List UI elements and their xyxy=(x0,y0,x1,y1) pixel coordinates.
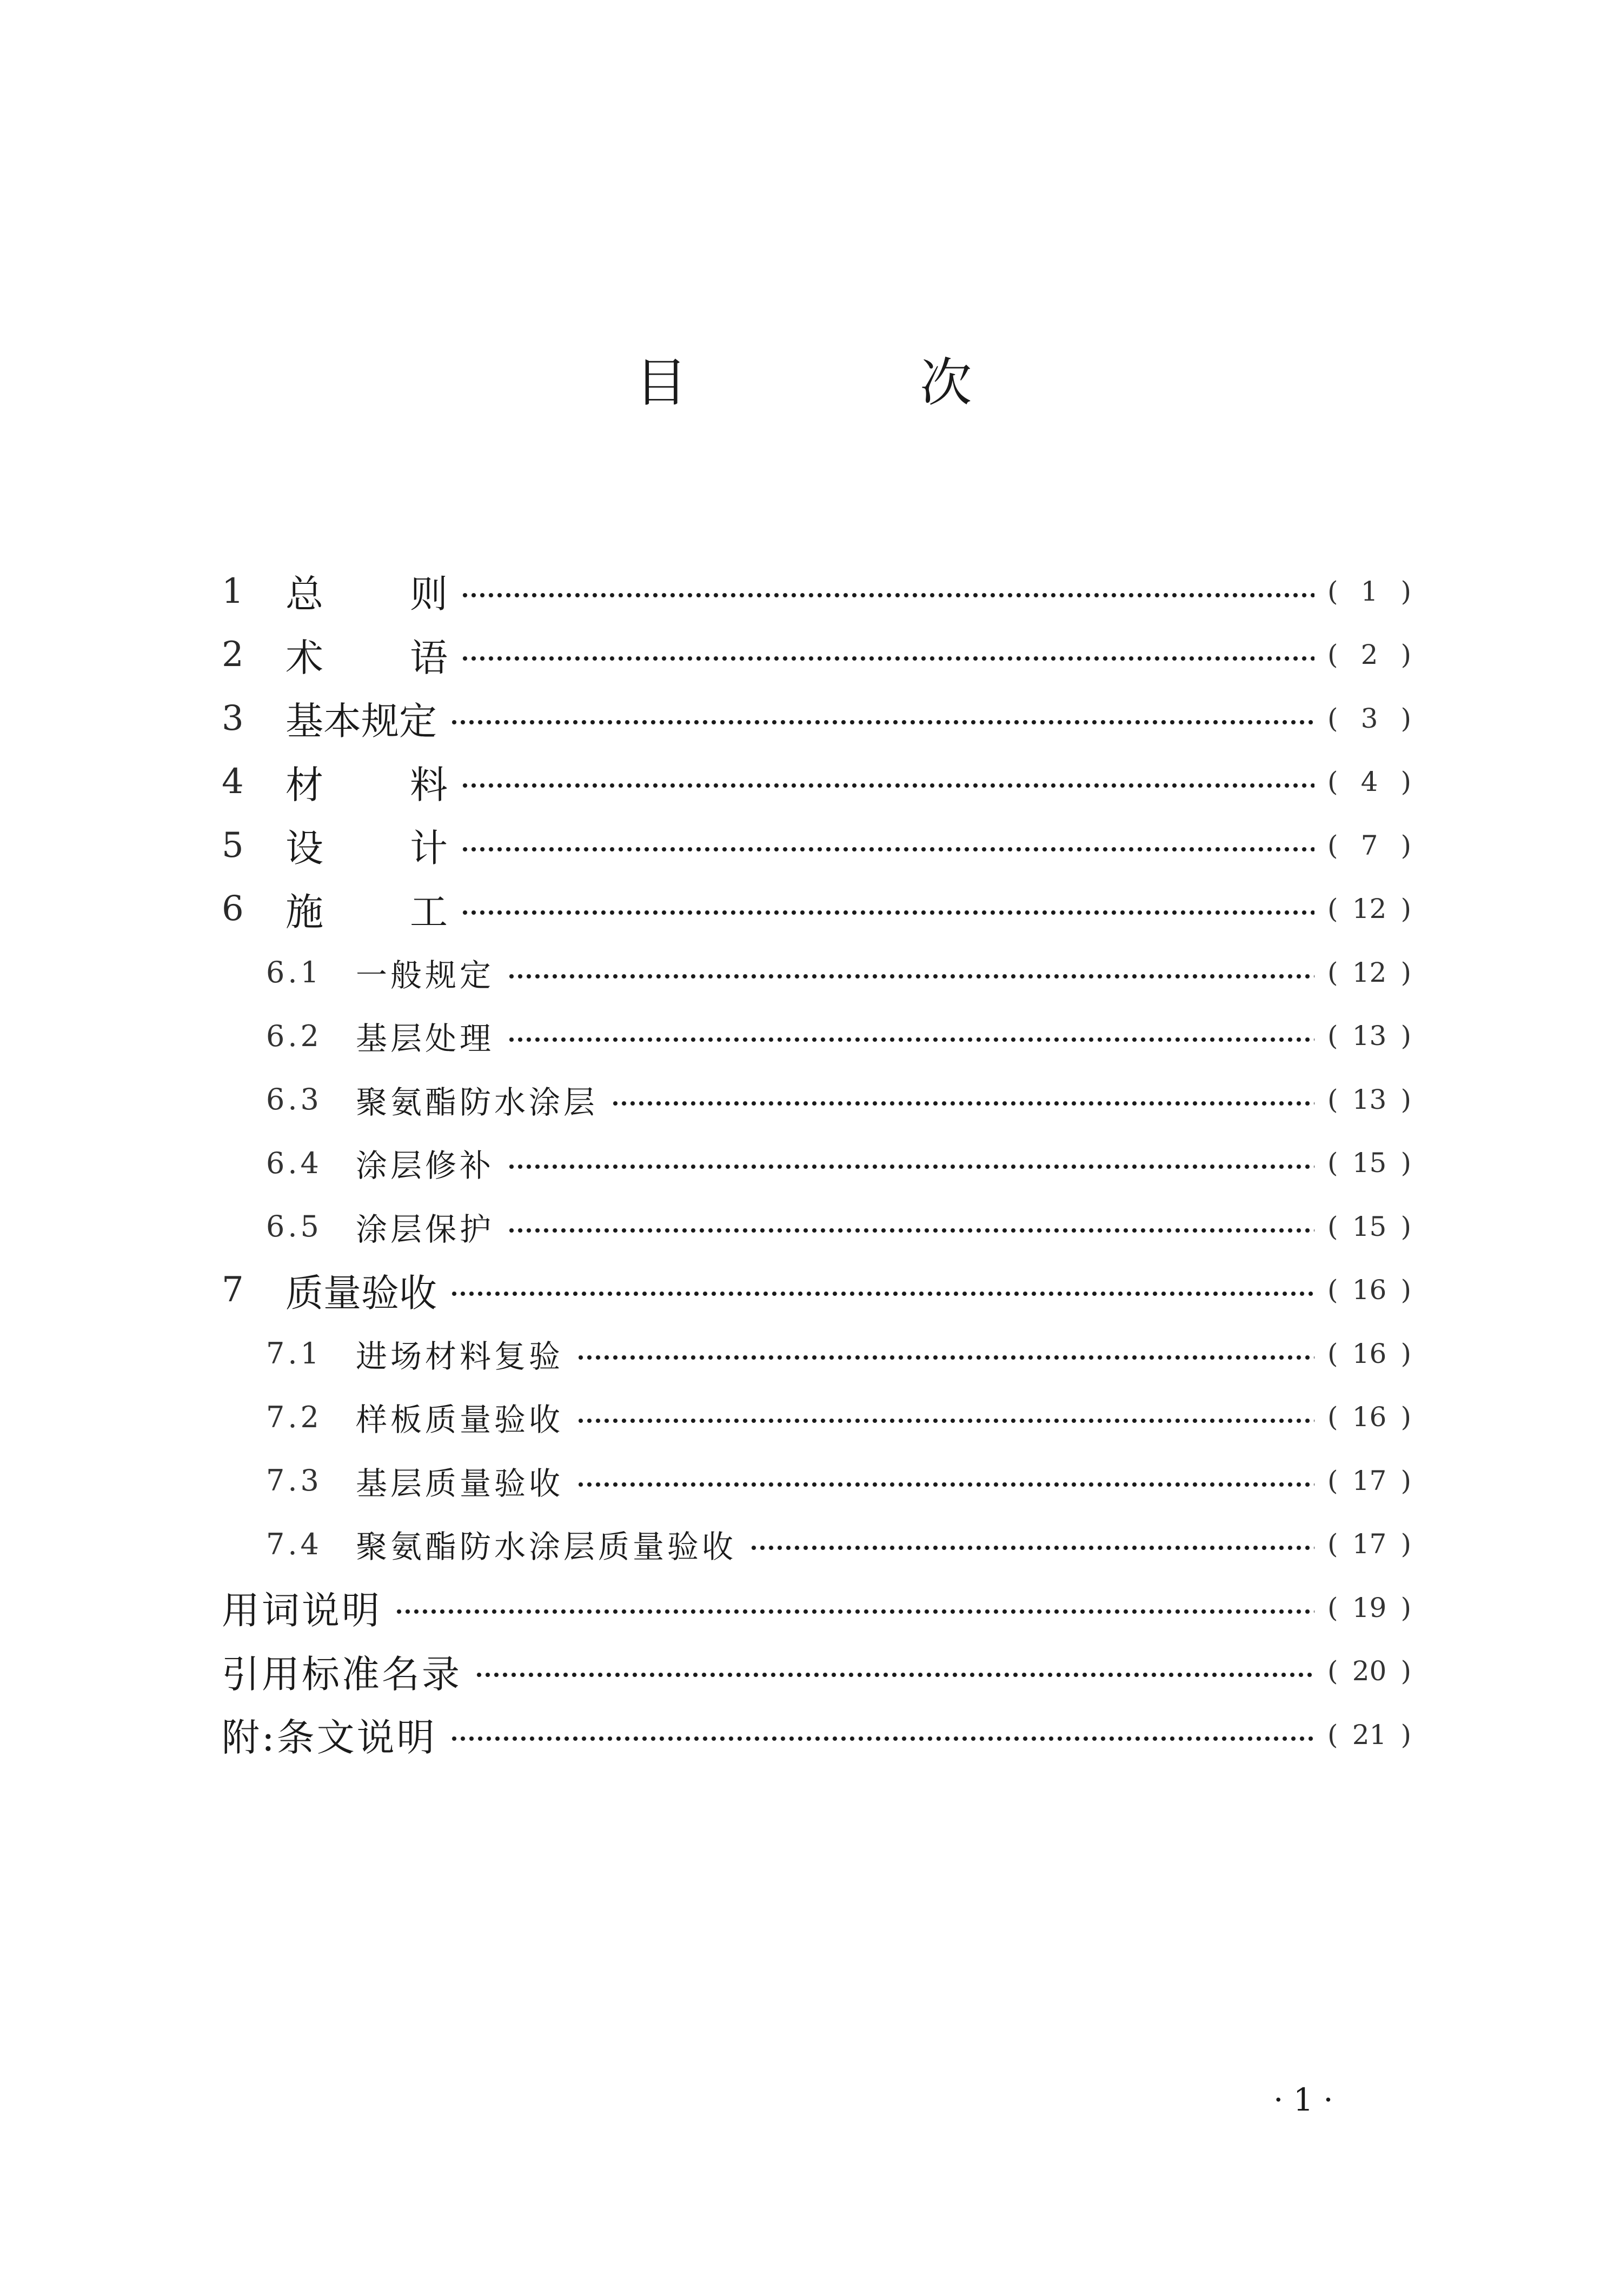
open-paren: ( xyxy=(1327,1655,1338,1687)
open-paren: ( xyxy=(1327,1401,1338,1433)
dot-leader xyxy=(611,1101,1314,1106)
toc-entry-number: 4 xyxy=(222,762,244,802)
toc-entry-title: 材 料 xyxy=(285,762,448,807)
toc-entry-title: 聚氨酯防水涂层质量验收 xyxy=(356,1528,737,1566)
page-ref-number: 15 xyxy=(1352,1210,1387,1242)
page-ref-number: 3 xyxy=(1360,702,1378,734)
dot-leader xyxy=(749,1546,1314,1550)
toc-entry[interactable] xyxy=(222,623,1411,687)
toc-entry[interactable] xyxy=(222,560,1411,623)
toc-entry-title: 基层处理 xyxy=(356,1020,495,1057)
open-paren: ( xyxy=(1327,1337,1338,1369)
toc-entry-title: 涂层保护 xyxy=(356,1210,495,1248)
dot-leader xyxy=(475,1673,1314,1677)
close-paren: ) xyxy=(1400,1465,1411,1496)
close-paren: ) xyxy=(1400,1655,1411,1687)
toc-entry-number: 6.3 xyxy=(266,1082,322,1117)
page-ref-number: 19 xyxy=(1352,1592,1387,1623)
toc-entry-title: 总 则 xyxy=(285,572,448,617)
toc-entry-number: 7 xyxy=(222,1270,244,1310)
toc-entry[interactable] xyxy=(222,1576,1411,1640)
page-ref-number: 16 xyxy=(1352,1337,1387,1369)
toc-entry-number: 7.4 xyxy=(266,1527,322,1561)
close-paren: ) xyxy=(1400,766,1411,798)
toc-entry-number: 5 xyxy=(222,825,244,866)
toc-entry[interactable] xyxy=(222,1703,1411,1767)
toc-entry[interactable] xyxy=(222,941,1411,1004)
close-paren: ) xyxy=(1400,1592,1411,1623)
dot-leader xyxy=(461,593,1314,597)
toc-entry-page xyxy=(1327,1655,1411,1687)
page-ref-number: 2 xyxy=(1360,639,1378,671)
toc-entry-title: 基本规定 xyxy=(285,699,437,744)
dot-leader xyxy=(450,1736,1314,1741)
dot-leader xyxy=(461,783,1314,788)
toc-entry-title: 附:条文说明 xyxy=(222,1715,437,1760)
toc-entry[interactable] xyxy=(222,1195,1411,1259)
toc-entry-number: 7.3 xyxy=(266,1463,322,1498)
open-paren: ( xyxy=(1327,893,1338,925)
toc-entry-page xyxy=(1327,1020,1411,1051)
open-paren: ( xyxy=(1327,766,1338,798)
dot-leader xyxy=(461,847,1314,851)
open-paren: ( xyxy=(1327,639,1338,671)
page-ref-number: 13 xyxy=(1352,1083,1387,1115)
toc-entry-page xyxy=(1327,1465,1411,1496)
close-paren: ) xyxy=(1400,1020,1411,1052)
dot-leader xyxy=(507,1037,1314,1042)
close-paren: ) xyxy=(1400,639,1411,671)
toc-entry-number: 3 xyxy=(222,698,244,738)
open-paren: ( xyxy=(1327,1210,1338,1242)
page-ref-number: 15 xyxy=(1352,1147,1387,1179)
toc-entry[interactable] xyxy=(222,877,1411,941)
open-paren: ( xyxy=(1327,1528,1338,1560)
page-ref-number: 16 xyxy=(1352,1401,1387,1433)
open-paren: ( xyxy=(1327,575,1338,607)
dot-leader xyxy=(507,974,1314,979)
toc-entry-title: 进场材料复验 xyxy=(356,1337,564,1375)
page-ref-number: 13 xyxy=(1352,1020,1387,1052)
page-ref-number: 16 xyxy=(1352,1274,1387,1306)
close-paren: ) xyxy=(1400,1719,1411,1751)
toc-entry-title: 质量验收 xyxy=(285,1270,437,1315)
toc-entry[interactable] xyxy=(222,1640,1411,1703)
toc-entry-page xyxy=(1327,576,1411,607)
dot-leader xyxy=(461,910,1314,915)
close-paren: ) xyxy=(1400,1274,1411,1306)
open-paren: ( xyxy=(1327,1719,1338,1751)
close-paren: ) xyxy=(1400,1528,1411,1560)
close-paren: ) xyxy=(1400,1147,1411,1179)
close-paren: ) xyxy=(1400,1210,1411,1242)
toc-entry-title: 施 工 xyxy=(285,889,448,934)
toc-entry-number: 2 xyxy=(222,635,244,675)
toc-entry-page xyxy=(1327,1147,1411,1179)
close-paren: ) xyxy=(1400,702,1411,734)
toc-entry-page xyxy=(1327,1338,1411,1369)
page-ref-number: 20 xyxy=(1352,1655,1387,1687)
dot-leader xyxy=(507,1164,1314,1169)
page-number: · 1 · xyxy=(1273,2081,1333,2118)
dot-leader xyxy=(395,1609,1314,1614)
open-paren: ( xyxy=(1327,956,1338,988)
table-of-contents xyxy=(222,560,1411,1767)
toc-entry-title: 术 语 xyxy=(285,635,448,680)
dot-leader xyxy=(576,1355,1314,1360)
toc-entry-page xyxy=(1327,1084,1411,1115)
toc-entry-title: 基层质量验收 xyxy=(356,1465,564,1502)
toc-entry-page xyxy=(1327,957,1411,988)
page-ref-number: 17 xyxy=(1352,1528,1387,1560)
page-ref-number: 17 xyxy=(1352,1465,1387,1496)
toc-entry-title: 样板质量验收 xyxy=(356,1401,564,1439)
toc-entry-page xyxy=(1327,1719,1411,1751)
toc-entry-title: 涂层修补 xyxy=(356,1147,495,1184)
toc-entry-page xyxy=(1327,830,1411,861)
close-paren: ) xyxy=(1400,893,1411,925)
toc-entry-number: 6 xyxy=(222,889,244,929)
toc-entry[interactable] xyxy=(222,687,1411,750)
toc-entry-title: 聚氨酯防水涂层 xyxy=(356,1083,599,1121)
toc-entry-title: 设 计 xyxy=(285,826,448,871)
page-ref-number: 12 xyxy=(1352,893,1387,925)
toc-entry-page xyxy=(1327,766,1411,797)
close-paren: ) xyxy=(1400,829,1411,861)
toc-entry-page xyxy=(1327,1401,1411,1433)
page-ref-number: 7 xyxy=(1360,829,1378,861)
open-paren: ( xyxy=(1327,1147,1338,1179)
toc-entry-number: 6.5 xyxy=(266,1209,322,1244)
open-paren: ( xyxy=(1327,1274,1338,1306)
toc-entry[interactable] xyxy=(222,1132,1411,1195)
toc-entry[interactable] xyxy=(222,1513,1411,1576)
toc-entry[interactable] xyxy=(222,1449,1411,1513)
toc-entry-number: 1 xyxy=(222,571,244,611)
toc-entry-title: 一般规定 xyxy=(356,956,495,994)
close-paren: ) xyxy=(1400,575,1411,607)
dot-leader xyxy=(450,720,1314,724)
toc-entry-number: 6.4 xyxy=(266,1146,322,1180)
toc-entry[interactable] xyxy=(222,1068,1411,1132)
toc-entry-number: 6.1 xyxy=(266,955,322,990)
dot-leader xyxy=(576,1482,1314,1487)
toc-entry[interactable] xyxy=(222,1322,1411,1386)
open-paren: ( xyxy=(1327,1083,1338,1115)
toc-entry-number: 6.2 xyxy=(266,1019,322,1053)
toc-entry-number: 7.1 xyxy=(266,1336,322,1371)
toc-entry-page xyxy=(1327,1592,1411,1623)
page-ref-number: 4 xyxy=(1360,766,1378,798)
page-title: 目 次 xyxy=(635,352,1080,413)
open-paren: ( xyxy=(1327,1020,1338,1052)
page-ref-number: 21 xyxy=(1352,1719,1387,1751)
toc-entry-page xyxy=(1327,1528,1411,1560)
toc-entry[interactable] xyxy=(222,1386,1411,1449)
toc-entry[interactable] xyxy=(222,1004,1411,1068)
open-paren: ( xyxy=(1327,1592,1338,1623)
dot-leader xyxy=(461,656,1314,661)
page-ref-number: 1 xyxy=(1360,575,1378,607)
toc-entry-page xyxy=(1327,703,1411,734)
close-paren: ) xyxy=(1400,1337,1411,1369)
toc-entry-title: 用词说明 xyxy=(222,1588,382,1633)
open-paren: ( xyxy=(1327,1465,1338,1496)
toc-entry-title: 引用标准名录 xyxy=(222,1652,462,1696)
close-paren: ) xyxy=(1400,956,1411,988)
close-paren: ) xyxy=(1400,1401,1411,1433)
dot-leader xyxy=(576,1419,1314,1423)
dot-leader xyxy=(450,1292,1314,1296)
toc-entry[interactable] xyxy=(222,1259,1411,1322)
toc-entry-page xyxy=(1327,1211,1411,1242)
toc-entry[interactable] xyxy=(222,814,1411,877)
open-paren: ( xyxy=(1327,702,1338,734)
dot-leader xyxy=(507,1228,1314,1233)
toc-entry-page xyxy=(1327,1274,1411,1306)
toc-entry[interactable] xyxy=(222,750,1411,814)
close-paren: ) xyxy=(1400,1083,1411,1115)
open-paren: ( xyxy=(1327,829,1338,861)
toc-entry-number: 7.2 xyxy=(266,1400,322,1434)
toc-entry-page xyxy=(1327,893,1411,924)
toc-entry-page xyxy=(1327,639,1411,670)
page-ref-number: 12 xyxy=(1352,956,1387,988)
